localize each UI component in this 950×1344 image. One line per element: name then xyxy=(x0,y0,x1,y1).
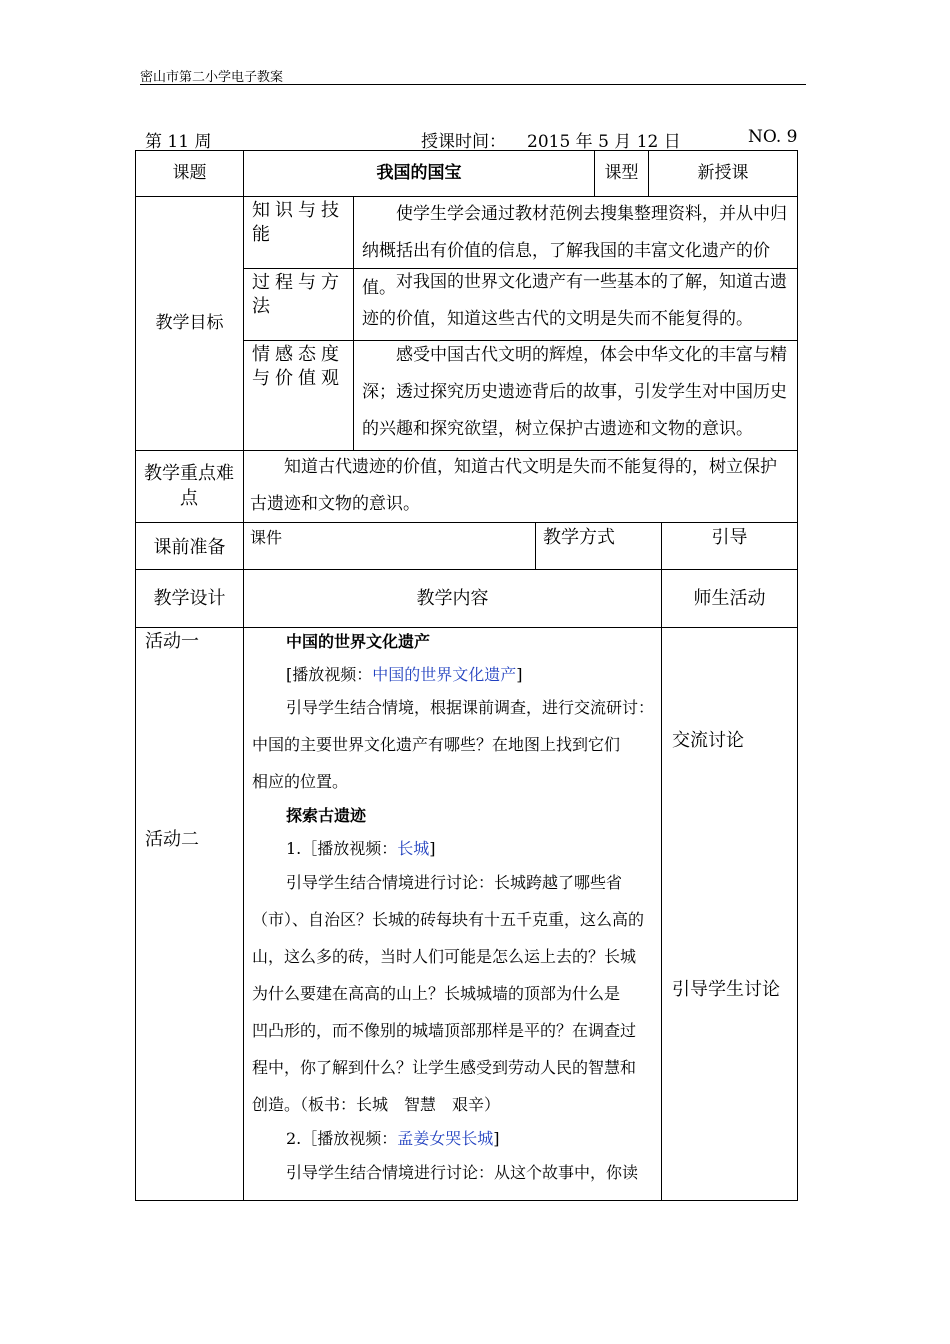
video-great-wall-line: 1.［播放视频：长城] xyxy=(286,839,436,858)
topic-value: 我国的国宝 xyxy=(376,163,462,183)
video-heritage-link[interactable]: 中国的世界文化遗产 xyxy=(372,665,517,684)
content-line: （市）、自治区？长城的砖每块有十五千克重，这么高的 xyxy=(252,910,645,929)
activity-header: 师生活动 xyxy=(693,588,766,609)
prep-label: 课前准备 xyxy=(153,537,226,558)
content-line: 引导学生结合情境进行讨论：长城跨越了哪些省 xyxy=(286,873,623,892)
goal-text-attitude: 感受中国古代文明的辉煌，体会中华文化的丰富与精深；透过探究历史遗迹背后的故事，引发学生对中国历史的兴趣和探究欲望，树立保护古遗迹和文物的意识。 xyxy=(362,345,787,439)
goal-label-knowledge: 知识与技能 xyxy=(252,200,344,245)
week-label: 第 11 周 xyxy=(145,132,212,152)
content-line: 程中，你了解到什么？让学生感受到劳动人民的智慧和 xyxy=(252,1058,637,1077)
lesson-type-value: 新授课 xyxy=(697,163,749,183)
goal-text-process: 对我国的世界文化遗产有一些基本的了解，知道古遗迹的价值，知道这些古代的文明是失而不能复得的。 xyxy=(362,272,787,329)
video-heritage-line: [播放视频：中国的世界文化遗产] xyxy=(286,665,523,684)
video-great-wall-link[interactable]: 长城 xyxy=(397,839,430,858)
content-line: 中国的主要世界文化遗产有哪些？在地图上找到它们 xyxy=(252,735,621,754)
teacher-activity-discuss: 交流讨论 xyxy=(672,730,744,751)
topic-label: 课题 xyxy=(172,163,207,183)
class-time-label: 授课时间： xyxy=(421,132,506,152)
key-points-text: 知道古代遗迹的价值，知道古代文明是失而不能复得的，树立保护古遗迹和文物的意识。 xyxy=(250,457,777,514)
teacher-activity-guide: 引导学生讨论 xyxy=(672,979,780,1000)
teaching-method-value: 引导 xyxy=(711,527,748,548)
prep-value: 课件 xyxy=(250,528,283,547)
content-line: 山，这么多的砖，当时人们可能是怎么运上去的？长城 xyxy=(252,947,637,966)
goal-label-process: 过程与方法 xyxy=(252,272,344,317)
lesson-type-label: 课型 xyxy=(604,163,639,183)
lesson-number: NO. 9 xyxy=(748,127,798,147)
content-line: 凹凸形的，而不像别的城墙顶部那样是平的？在调查过 xyxy=(252,1021,637,1040)
content-line: 相应的位置。 xyxy=(252,772,349,791)
teaching-method-label: 教学方式 xyxy=(543,527,615,548)
class-time-value: 2015 年 5 月 12 日 xyxy=(527,132,681,152)
content-line: 创造。（板书：长城 智慧 艰辛） xyxy=(252,1095,501,1114)
activity-one-label: 活动一 xyxy=(145,631,199,652)
goal-text-knowledge: 使学生学会通过教材范例去搜集整理资料，并从中归纳概括出有价值的信息，了解我国的丰富文化遗产的价值。 xyxy=(362,204,787,298)
header-rule xyxy=(140,84,806,85)
activity-two-label: 活动二 xyxy=(145,829,199,850)
video-mengjiangnv-line: 2.［播放视频：孟姜女哭长城] xyxy=(286,1129,500,1148)
key-points-label: 教学重点难点 xyxy=(144,463,234,509)
goals-label: 教学目标 xyxy=(155,313,224,333)
content-line: 引导学生结合情境，根据课前调查，进行交流研讨： xyxy=(286,698,655,717)
section-world-heritage-title: 中国的世界文化遗产 xyxy=(286,632,431,651)
goal-label-attitude: 情感态度与价值观 xyxy=(252,344,344,389)
section-explore-title: 探索古遗迹 xyxy=(286,806,367,825)
content-line: 为什么要建在高高的山上？长城城墙的顶部为什么是 xyxy=(252,984,621,1003)
design-label: 教学设计 xyxy=(153,588,226,609)
content-header: 教学内容 xyxy=(416,588,489,609)
video-mengjiangnv-link[interactable]: 孟姜女哭长城 xyxy=(397,1129,494,1148)
school-header: 密山市第二小学电子教案 xyxy=(140,70,284,85)
content-line: 引导学生结合情境进行讨论：从这个故事中，你读 xyxy=(286,1163,639,1182)
